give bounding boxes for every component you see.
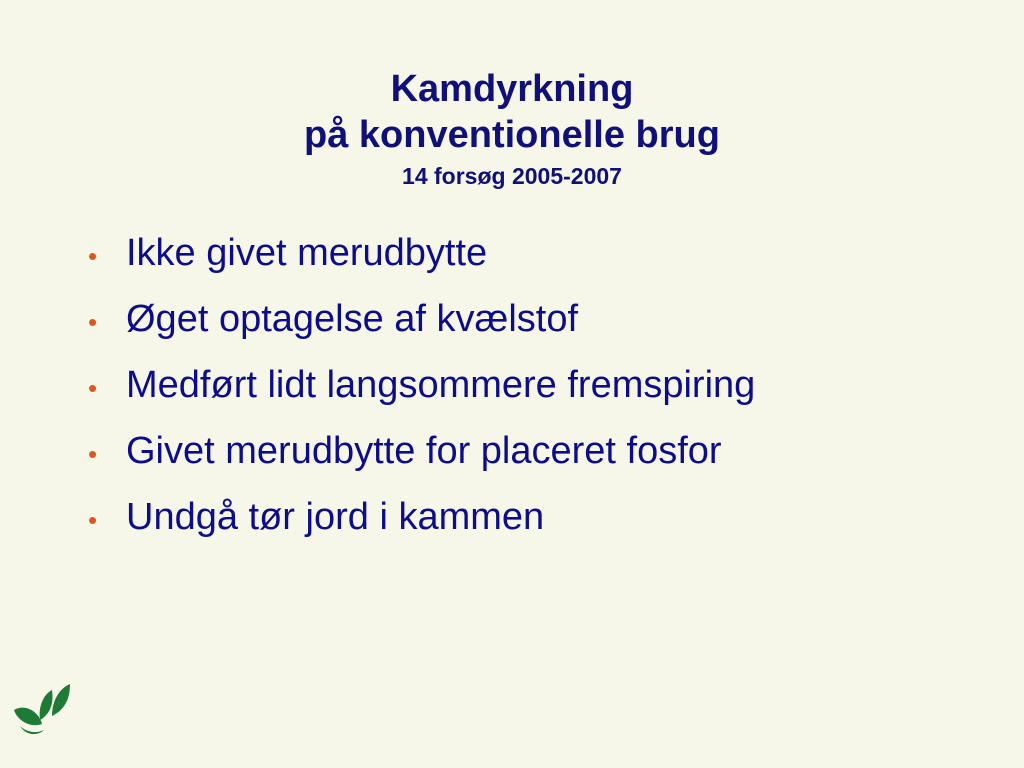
bullet-marker: • bbox=[88, 241, 98, 271]
bullet-marker: • bbox=[88, 307, 98, 337]
slide-subtitle: 14 forsøg 2005-2007 bbox=[402, 163, 622, 189]
slide-title-block bbox=[0, 66, 1024, 190]
bullet-marker: • bbox=[88, 505, 98, 535]
slide-title-line-2: på konventionelle brug bbox=[304, 114, 720, 156]
bullet-marker: • bbox=[88, 373, 98, 403]
bullet-item bbox=[88, 364, 755, 430]
bullet-item bbox=[88, 298, 755, 364]
bullet-text: Givet merudbytte for placeret fosfor bbox=[126, 430, 722, 472]
bullet-item bbox=[88, 232, 755, 298]
bullet-marker: • bbox=[88, 439, 98, 469]
slide-title-line-1: Kamdyrkning bbox=[390, 68, 634, 110]
leaf-logo-icon bbox=[10, 680, 72, 736]
bullet-text: Undgå tør jord i kammen bbox=[126, 496, 545, 538]
bullet-list bbox=[88, 232, 755, 562]
bullet-item bbox=[88, 496, 755, 562]
bullet-text: Medført lidt langsommere fremspiring bbox=[126, 364, 756, 406]
bullet-text: Øget optagelse af kvælstof bbox=[126, 298, 579, 340]
bullet-text: Ikke givet merudbytte bbox=[126, 232, 488, 274]
bullet-item bbox=[88, 430, 755, 496]
